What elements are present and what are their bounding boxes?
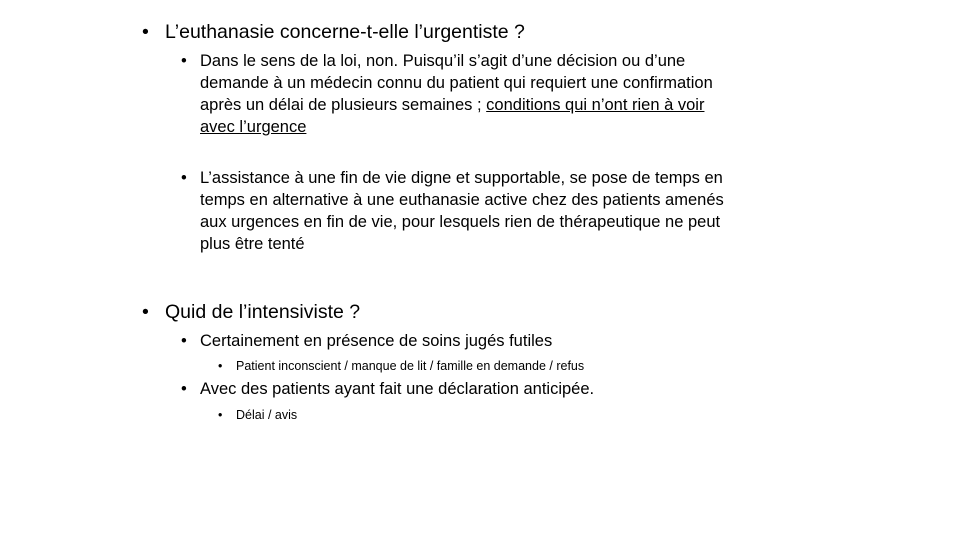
section-heading-intensiviste <box>142 300 360 324</box>
list-item-declaration-anticipee <box>181 378 594 400</box>
bullet-icon: • <box>142 21 149 43</box>
item-line: aux urgences en fin de vie, pour lesquels rien de thérapeutique ne peut <box>200 213 721 231</box>
item-line: Certainement en présence de soins jugés futiles <box>200 332 553 350</box>
bullet-icon: • <box>218 359 223 373</box>
bullet-icon: • <box>142 301 149 323</box>
item-line: demande à un médecin connu du patient qui requiert une confirmation <box>200 74 713 92</box>
bullet-icon: • <box>181 332 187 350</box>
sub-item-text: Patient inconscient / manque de lit / famille en demande / refus <box>236 359 585 373</box>
bullet-icon: • <box>181 380 187 398</box>
item-text-plain: après un délai de plusieurs semaines ; <box>200 96 487 114</box>
section-heading-euthanasie <box>142 20 525 44</box>
bullet-icon: • <box>218 408 223 422</box>
item-line: Avec des patients ayant fait une déclaration anticipée. <box>200 380 595 398</box>
list-item-loi <box>181 50 713 138</box>
item-line: temps en alternative à une euthanasie active chez des patients amenés <box>200 191 724 209</box>
bullet-icon: • <box>181 52 187 70</box>
item-text-underlined: conditions qui n’ont rien à voir <box>486 96 705 114</box>
sub-item-patient-inconscient <box>218 358 584 374</box>
sub-item-delai-avis <box>218 407 297 423</box>
item-text-underlined: avec l’urgence <box>200 118 307 136</box>
heading-text: L’euthanasie concerne-t-elle l’urgentiste ? <box>165 21 525 43</box>
heading-text: Quid de l’intensiviste ? <box>165 301 361 323</box>
item-line <box>200 94 713 116</box>
item-line: Dans le sens de la loi, non. Puisqu’il s’agit d’une décision ou d’une <box>200 52 686 70</box>
list-item-assistance <box>181 167 724 255</box>
bullet-icon: • <box>181 169 187 187</box>
item-line: plus être tenté <box>200 235 305 253</box>
sub-item-text: Délai / avis <box>236 408 298 422</box>
list-item-soins-futiles <box>181 330 552 352</box>
item-line: L’assistance à une fin de vie digne et supportable, se pose de temps en <box>200 169 723 187</box>
